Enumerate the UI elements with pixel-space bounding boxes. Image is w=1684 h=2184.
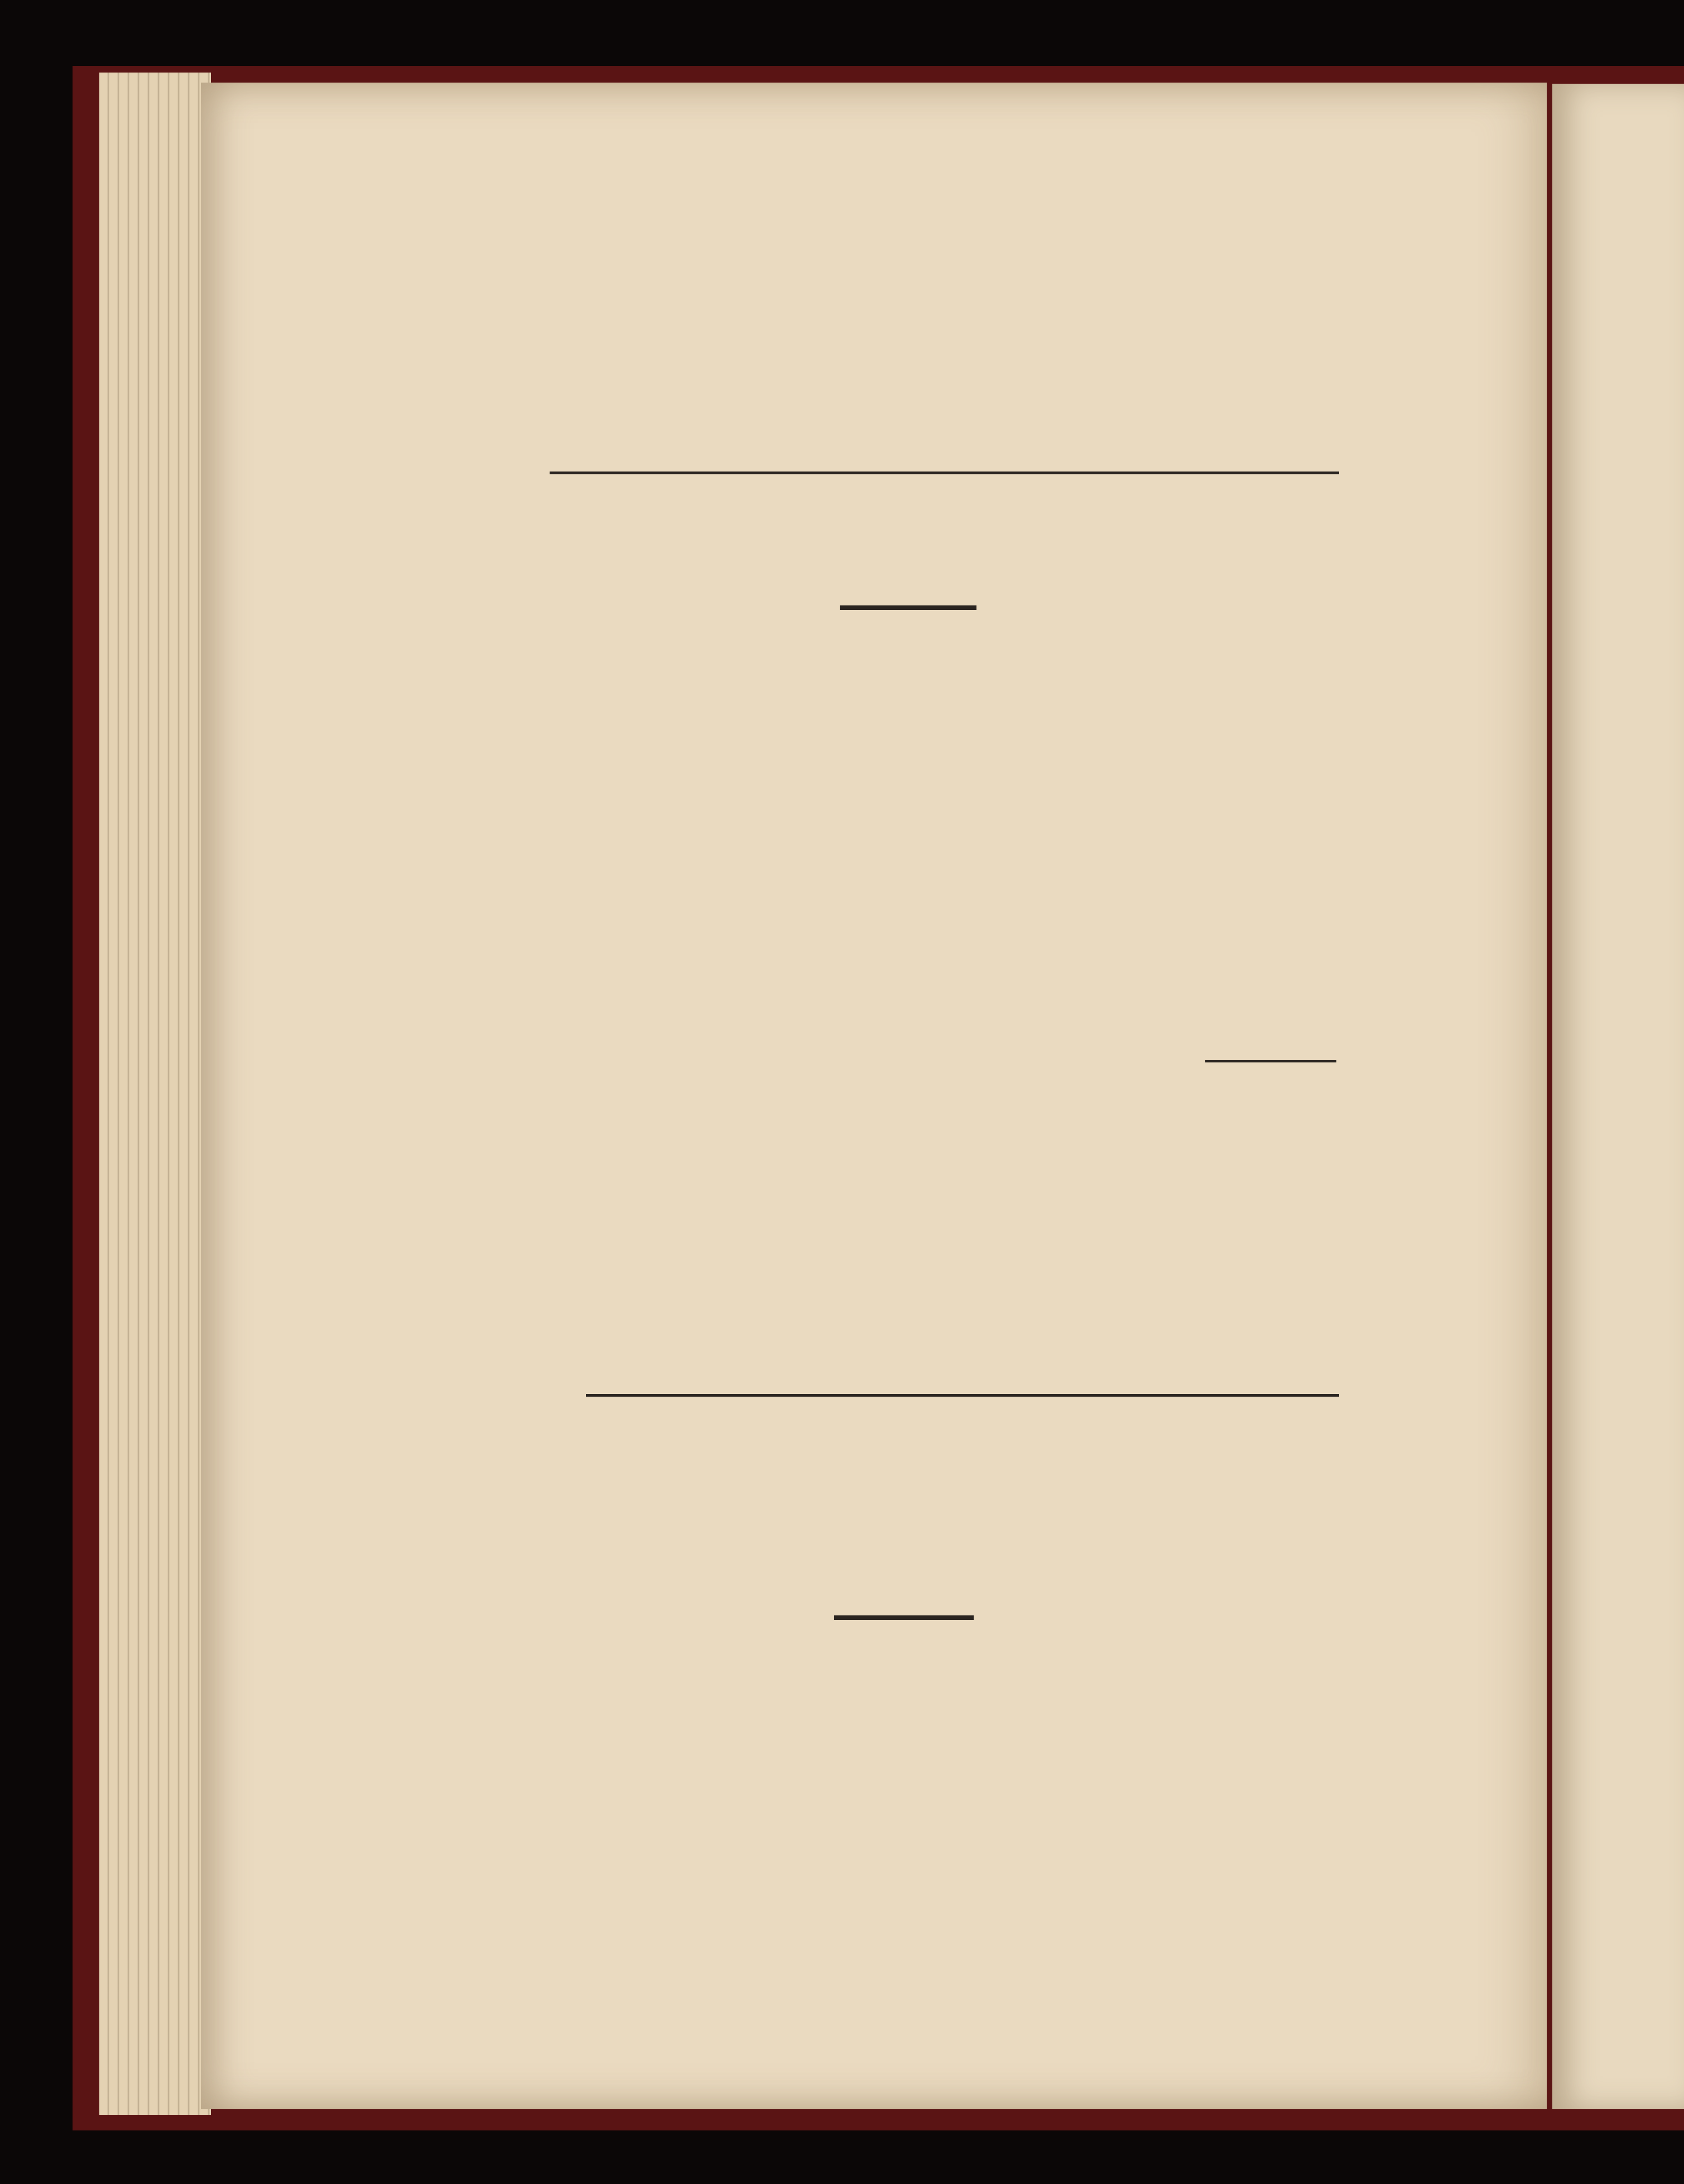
part2-rule — [586, 1394, 1339, 1397]
top-table-rule — [550, 472, 1339, 474]
part1-rule — [1205, 1060, 1336, 1062]
book-page — [201, 83, 1547, 2109]
facing-page — [1552, 84, 1684, 2109]
page-edges — [99, 73, 211, 2115]
section-divider — [840, 605, 976, 610]
end-divider — [834, 1615, 974, 1620]
